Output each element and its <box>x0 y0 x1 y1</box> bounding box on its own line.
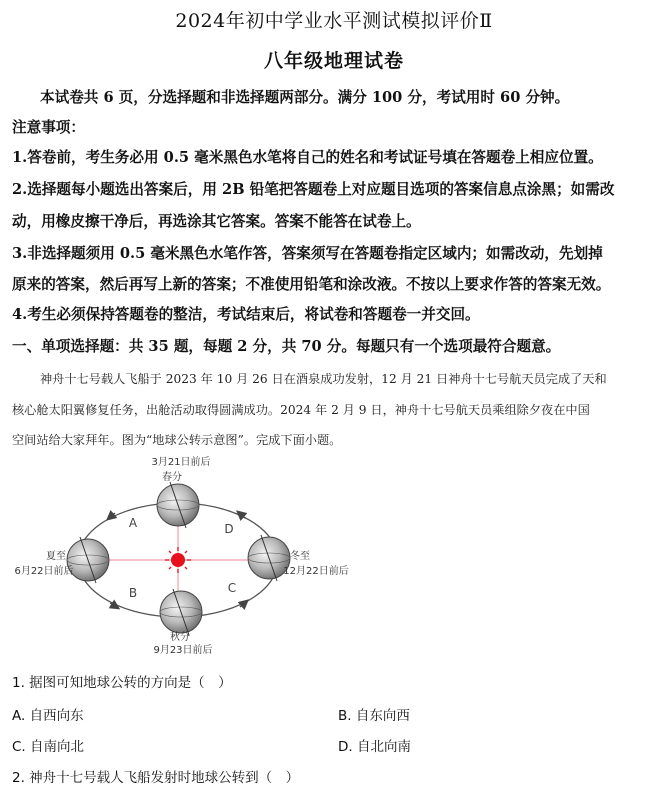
arc-b-label: B <box>128 586 138 600</box>
note-1: 1.答卷前，考生务必用 0.5 毫米黑色水笔将自己的姓名和考试证号填在答题卷上相应位置。 <box>12 149 603 166</box>
exam-title: 2024年初中学业水平测试模拟评价Ⅱ <box>175 10 493 32</box>
note-4: 4.考生必须保持答题卷的整洁，考试结束后，将试卷和答题卷一并交回。 <box>12 306 480 323</box>
passage-line-1: 神舟十七号载人飞船于 2023 年 10 月 26 日在酒泉成功发射，12 月 21 日神舟十七号航天员完成了天和 <box>40 372 607 386</box>
question-1-option-b[interactable]: B. 自东向西 <box>338 708 410 724</box>
question-2-stem: 2. 神舟十七号载人飞船发射时地球公转到（ ） <box>12 770 300 786</box>
arc-a-label: A <box>128 516 138 530</box>
spring-name-label: 春分 <box>162 472 182 483</box>
note-2-line-1: 2.选择题每小题选出答案后，用 2B 铅笔把答题卷上对应题目选项的答案信息点涂黑；如需改 <box>12 181 615 198</box>
autumn-name-label: 秋分 <box>170 632 190 643</box>
question-1-option-d[interactable]: D. 自北向南 <box>338 739 411 755</box>
note-3-line-2: 原来的答案，然后再写上新的答案；不准使用铅笔和涂改液。不按以上要求作答的答案无效。 <box>12 276 611 293</box>
spring-date-label: 3月21日前后 <box>151 457 211 468</box>
exam-subtitle: 八年级地理试卷 <box>263 50 404 72</box>
globe-autumn-icon <box>160 589 202 635</box>
arc-d-label: D <box>224 522 234 536</box>
exam-intro: 本试卷共 6 页，分选择题和非选择题两部分。满分 100 分，考试用时 60 分钟。 <box>40 89 570 106</box>
passage-line-2: 核心舱太阳翼修复任务，出舱活动取得圆满成功。2024 年 2 月 9 日，神舟十七号航天员乘组除夕夜在中国 <box>12 403 590 417</box>
autumn-date-label: 9月23日前后 <box>153 645 213 656</box>
summer-name-label: 夏至 <box>46 551 66 562</box>
question-1-option-a[interactable]: A. 自西向东 <box>12 708 84 724</box>
section-heading: 一、单项选择题：共 35 题，每题 2 分，共 70 分。每题只有一个选项最符合题意。 <box>12 338 561 355</box>
question-1-stem: 1. 据图可知地球公转的方向是（ ） <box>12 675 232 691</box>
sun-icon <box>165 547 191 573</box>
winter-date-label: 12月22日前后 <box>283 566 349 577</box>
note-2-line-2: 动，用橡皮擦干净后，再选涂其它答案。答案不能答在试卷上。 <box>12 213 421 230</box>
winter-name-label: 冬至 <box>290 551 310 562</box>
summer-date-label: 6月22日前后 <box>14 566 74 577</box>
arc-c-label: C <box>227 581 237 595</box>
note-3-line-1: 3.非选择题须用 0.5 毫米黑色水笔作答，答案须写在答题卷指定区域内；如需改动，先划掉 <box>12 245 603 262</box>
globe-spring-icon <box>157 482 199 528</box>
passage-line-3: 空间站给大家拜年。图为“地球公转示意图”。完成下面小题。 <box>12 433 342 447</box>
notes-heading: 注意事项： <box>12 119 85 136</box>
earth-revolution-diagram <box>0 455 668 665</box>
question-1-option-c[interactable]: C. 自南向北 <box>12 739 85 755</box>
